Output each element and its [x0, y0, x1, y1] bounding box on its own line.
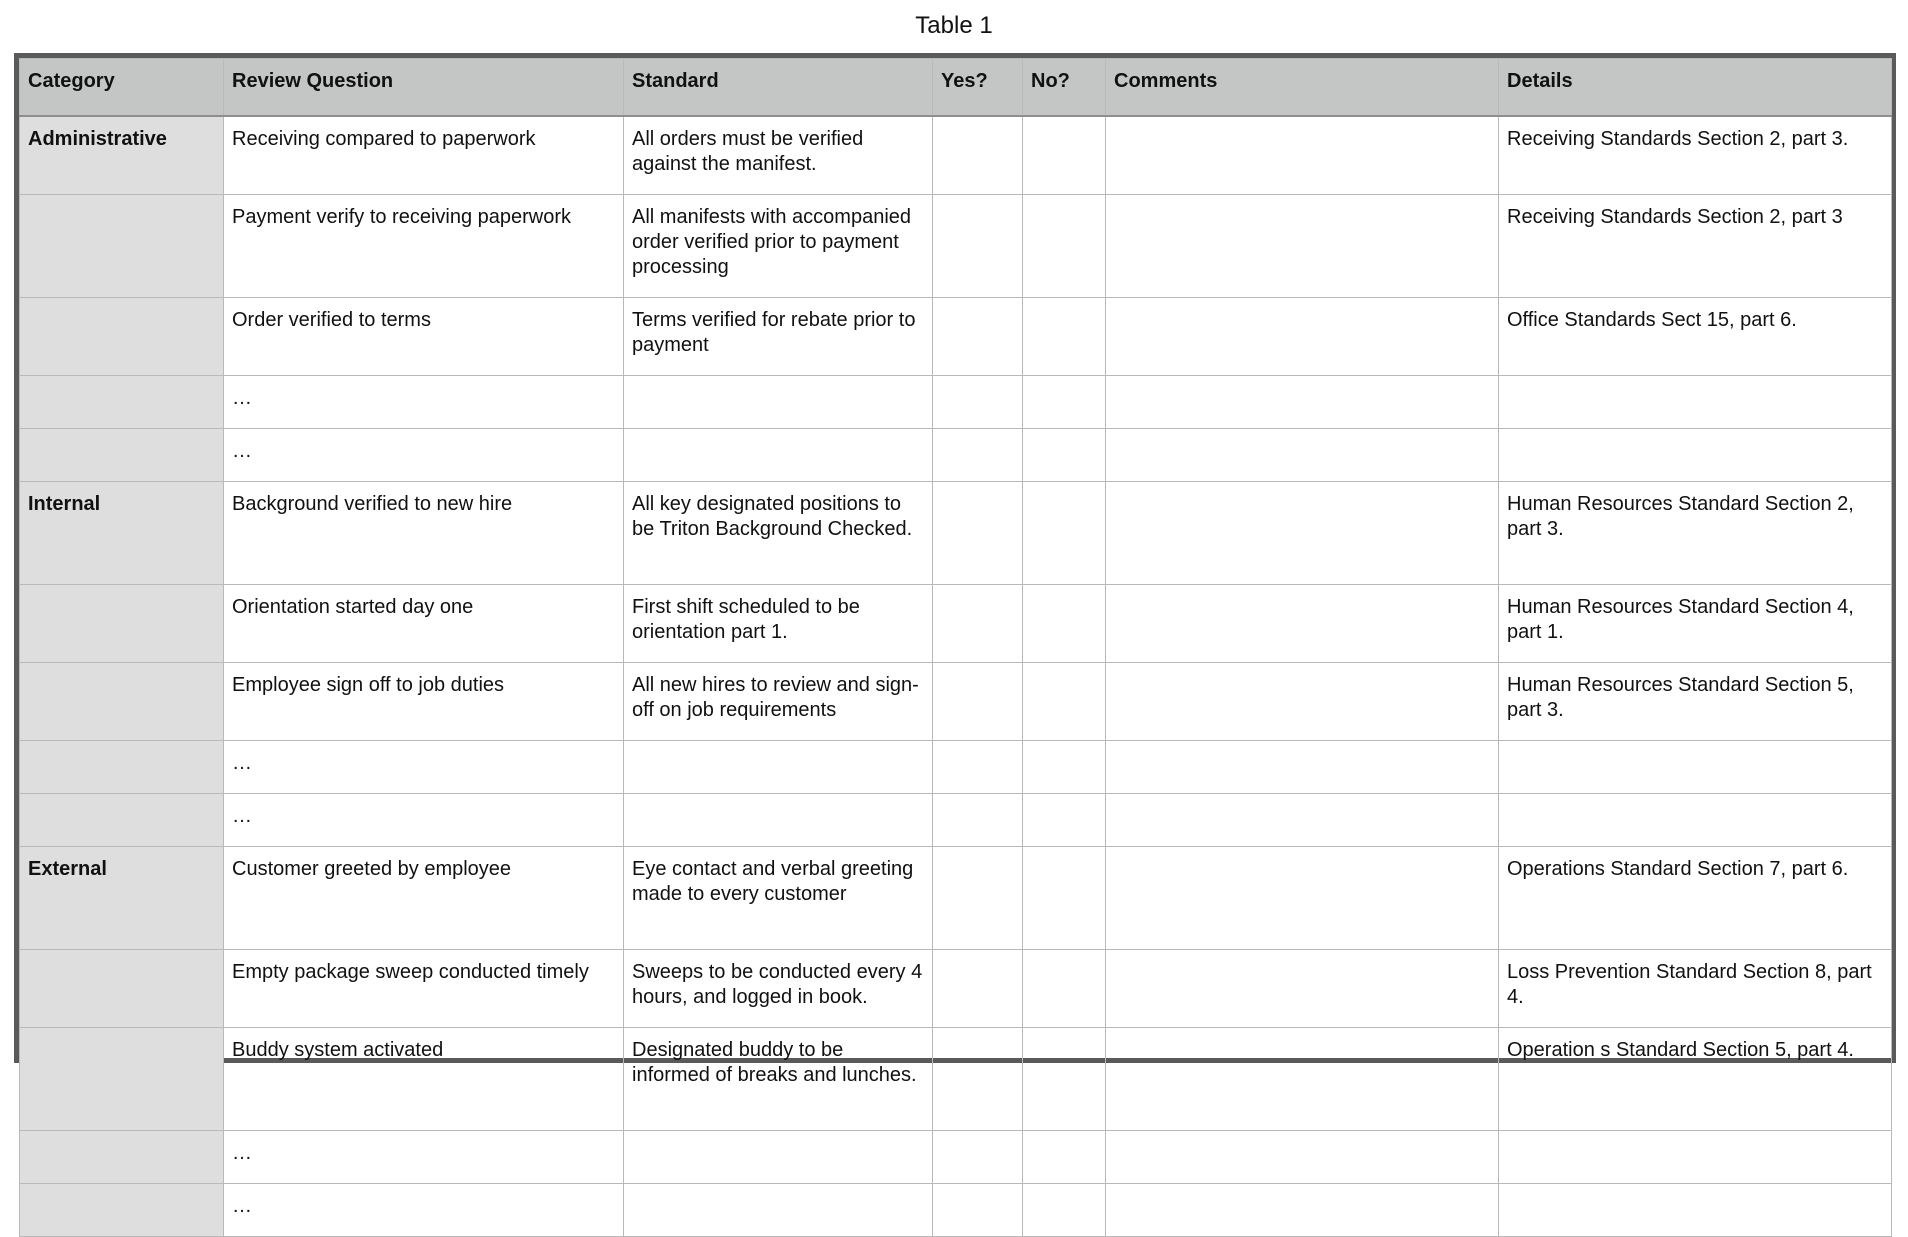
- cell-details: Human Resources Standard Section 4, part 1.: [1499, 585, 1892, 663]
- cell-comments[interactable]: [1106, 376, 1499, 429]
- cell-category: [20, 1184, 224, 1237]
- cell-review-question: Order verified to terms: [224, 298, 624, 376]
- cell-yes[interactable]: [933, 1131, 1023, 1184]
- cell-yes[interactable]: [933, 1028, 1023, 1131]
- cell-details: Operations Standard Section 7, part 6.: [1499, 847, 1892, 950]
- cell-comments[interactable]: [1106, 1131, 1499, 1184]
- cell-standard: Designated buddy to be informed of breaks and lunches.: [624, 1028, 933, 1131]
- cell-no[interactable]: [1023, 585, 1106, 663]
- cell-yes[interactable]: [933, 950, 1023, 1028]
- table-row: [20, 1028, 1892, 1131]
- cell-standard: All key designated positions to be Triton Background Checked.: [624, 482, 933, 585]
- cell-no[interactable]: [1023, 1184, 1106, 1237]
- cell-yes[interactable]: [933, 847, 1023, 950]
- cell-comments[interactable]: [1106, 429, 1499, 482]
- header-row: [20, 59, 1892, 117]
- cell-no[interactable]: [1023, 376, 1106, 429]
- cell-comments[interactable]: [1106, 1028, 1499, 1131]
- cell-standard: Sweeps to be conducted every 4 hours, and logged in book.: [624, 950, 933, 1028]
- cell-review-question: …: [224, 1184, 624, 1237]
- cell-standard: All orders must be verified against the manifest.: [624, 116, 933, 195]
- table-row: [20, 195, 1892, 298]
- cell-standard: [624, 1184, 933, 1237]
- cell-review-question: Customer greeted by employee: [224, 847, 624, 950]
- cell-no[interactable]: [1023, 794, 1106, 847]
- cell-standard: Terms verified for rebate prior to payment: [624, 298, 933, 376]
- cell-details: Receiving Standards Section 2, part 3: [1499, 195, 1892, 298]
- cell-comments[interactable]: [1106, 663, 1499, 741]
- cell-no[interactable]: [1023, 1028, 1106, 1131]
- table-title: Table 1: [915, 12, 993, 39]
- cell-details: Receiving Standards Section 2, part 3.: [1499, 116, 1892, 195]
- cell-details: [1499, 1131, 1892, 1184]
- cell-yes[interactable]: [933, 1184, 1023, 1237]
- header-review-question: Review Question: [224, 59, 624, 117]
- cell-details: [1499, 794, 1892, 847]
- cell-details: Human Resources Standard Section 5, part 3.: [1499, 663, 1892, 741]
- cell-standard: [624, 429, 933, 482]
- cell-yes[interactable]: [933, 195, 1023, 298]
- header-comments: Comments: [1106, 59, 1499, 117]
- cell-category: [20, 1028, 224, 1131]
- table-row: [20, 298, 1892, 376]
- cell-category: [20, 298, 224, 376]
- cell-details: Office Standards Sect 15, part 6.: [1499, 298, 1892, 376]
- cell-no[interactable]: [1023, 429, 1106, 482]
- cell-review-question: …: [224, 429, 624, 482]
- cell-category: [20, 376, 224, 429]
- cell-details: Human Resources Standard Section 2, part 3.: [1499, 482, 1892, 585]
- table-row: [20, 482, 1892, 585]
- cell-yes[interactable]: [933, 482, 1023, 585]
- cell-standard: [624, 741, 933, 794]
- cell-yes[interactable]: [933, 741, 1023, 794]
- cell-no[interactable]: [1023, 950, 1106, 1028]
- cell-yes[interactable]: [933, 298, 1023, 376]
- cell-no[interactable]: [1023, 741, 1106, 794]
- table-row: [20, 794, 1892, 847]
- review-table-frame: [14, 53, 1896, 1217]
- cell-yes[interactable]: [933, 585, 1023, 663]
- cell-category: [20, 585, 224, 663]
- cell-comments[interactable]: [1106, 298, 1499, 376]
- cell-category: Administrative: [20, 116, 224, 195]
- cell-comments[interactable]: [1106, 741, 1499, 794]
- cell-no[interactable]: [1023, 847, 1106, 950]
- cell-review-question: Payment verify to receiving paperwork: [224, 195, 624, 298]
- cell-comments[interactable]: [1106, 585, 1499, 663]
- cell-comments[interactable]: [1106, 1184, 1499, 1237]
- cell-details: Loss Prevention Standard Section 8, part 4.: [1499, 950, 1892, 1028]
- cell-yes[interactable]: [933, 116, 1023, 195]
- cell-category: [20, 741, 224, 794]
- header-standard: Standard: [624, 59, 933, 117]
- cell-details: [1499, 429, 1892, 482]
- cell-review-question: Employee sign off to job duties: [224, 663, 624, 741]
- cell-comments[interactable]: [1106, 950, 1499, 1028]
- cell-no[interactable]: [1023, 116, 1106, 195]
- cell-review-question: …: [224, 376, 624, 429]
- cell-review-question: Buddy system activated: [224, 1028, 624, 1131]
- cell-details: [1499, 741, 1892, 794]
- header-no: No?: [1023, 59, 1106, 117]
- cell-category: [20, 429, 224, 482]
- cell-details: Operation s Standard Section 5, part 4.: [1499, 1028, 1892, 1131]
- cell-review-question: …: [224, 794, 624, 847]
- table-row: [20, 1184, 1892, 1237]
- cell-category: [20, 663, 224, 741]
- cell-comments[interactable]: [1106, 116, 1499, 195]
- cell-standard: All manifests with accompanied order verified prior to payment processing: [624, 195, 933, 298]
- cell-review-question: Receiving compared to paperwork: [224, 116, 624, 195]
- cell-details: [1499, 376, 1892, 429]
- cell-standard: Eye contact and verbal greeting made to every customer: [624, 847, 933, 950]
- cell-review-question: …: [224, 1131, 624, 1184]
- cell-review-question: …: [224, 741, 624, 794]
- cell-no[interactable]: [1023, 663, 1106, 741]
- cell-standard: [624, 1131, 933, 1184]
- cell-review-question: Empty package sweep conducted timely: [224, 950, 624, 1028]
- cell-yes[interactable]: [933, 663, 1023, 741]
- table-row: [20, 116, 1892, 195]
- review-table: [19, 58, 1892, 1237]
- table-row: [20, 847, 1892, 950]
- cell-yes[interactable]: [933, 429, 1023, 482]
- table-row: [20, 429, 1892, 482]
- header-category: Category: [20, 59, 224, 117]
- cell-standard: [624, 794, 933, 847]
- table-row: [20, 950, 1892, 1028]
- table-row: [20, 741, 1892, 794]
- cell-no[interactable]: [1023, 195, 1106, 298]
- cell-review-question: Orientation started day one: [224, 585, 624, 663]
- cell-comments[interactable]: [1106, 794, 1499, 847]
- cell-category: [20, 1131, 224, 1184]
- cell-no[interactable]: [1023, 482, 1106, 585]
- table-row: [20, 585, 1892, 663]
- header-details: Details: [1499, 59, 1892, 117]
- table-row: [20, 663, 1892, 741]
- cell-standard: All new hires to review and sign-off on job requirements: [624, 663, 933, 741]
- table-row: [20, 376, 1892, 429]
- cell-category: [20, 794, 224, 847]
- cell-review-question: Background verified to new hire: [224, 482, 624, 585]
- cell-standard: [624, 376, 933, 429]
- cell-category: [20, 950, 224, 1028]
- cell-comments[interactable]: [1106, 482, 1499, 585]
- cell-category: [20, 195, 224, 298]
- cell-comments[interactable]: [1106, 195, 1499, 298]
- cell-standard: First shift scheduled to be orientation part 1.: [624, 585, 933, 663]
- cell-yes[interactable]: [933, 794, 1023, 847]
- cell-no[interactable]: [1023, 298, 1106, 376]
- header-yes: Yes?: [933, 59, 1023, 117]
- cell-details: [1499, 1184, 1892, 1237]
- cell-no[interactable]: [1023, 1131, 1106, 1184]
- cell-comments[interactable]: [1106, 847, 1499, 950]
- cell-yes[interactable]: [933, 376, 1023, 429]
- table-row: [20, 1131, 1892, 1184]
- cell-category: Internal: [20, 482, 224, 585]
- cell-category: External: [20, 847, 224, 950]
